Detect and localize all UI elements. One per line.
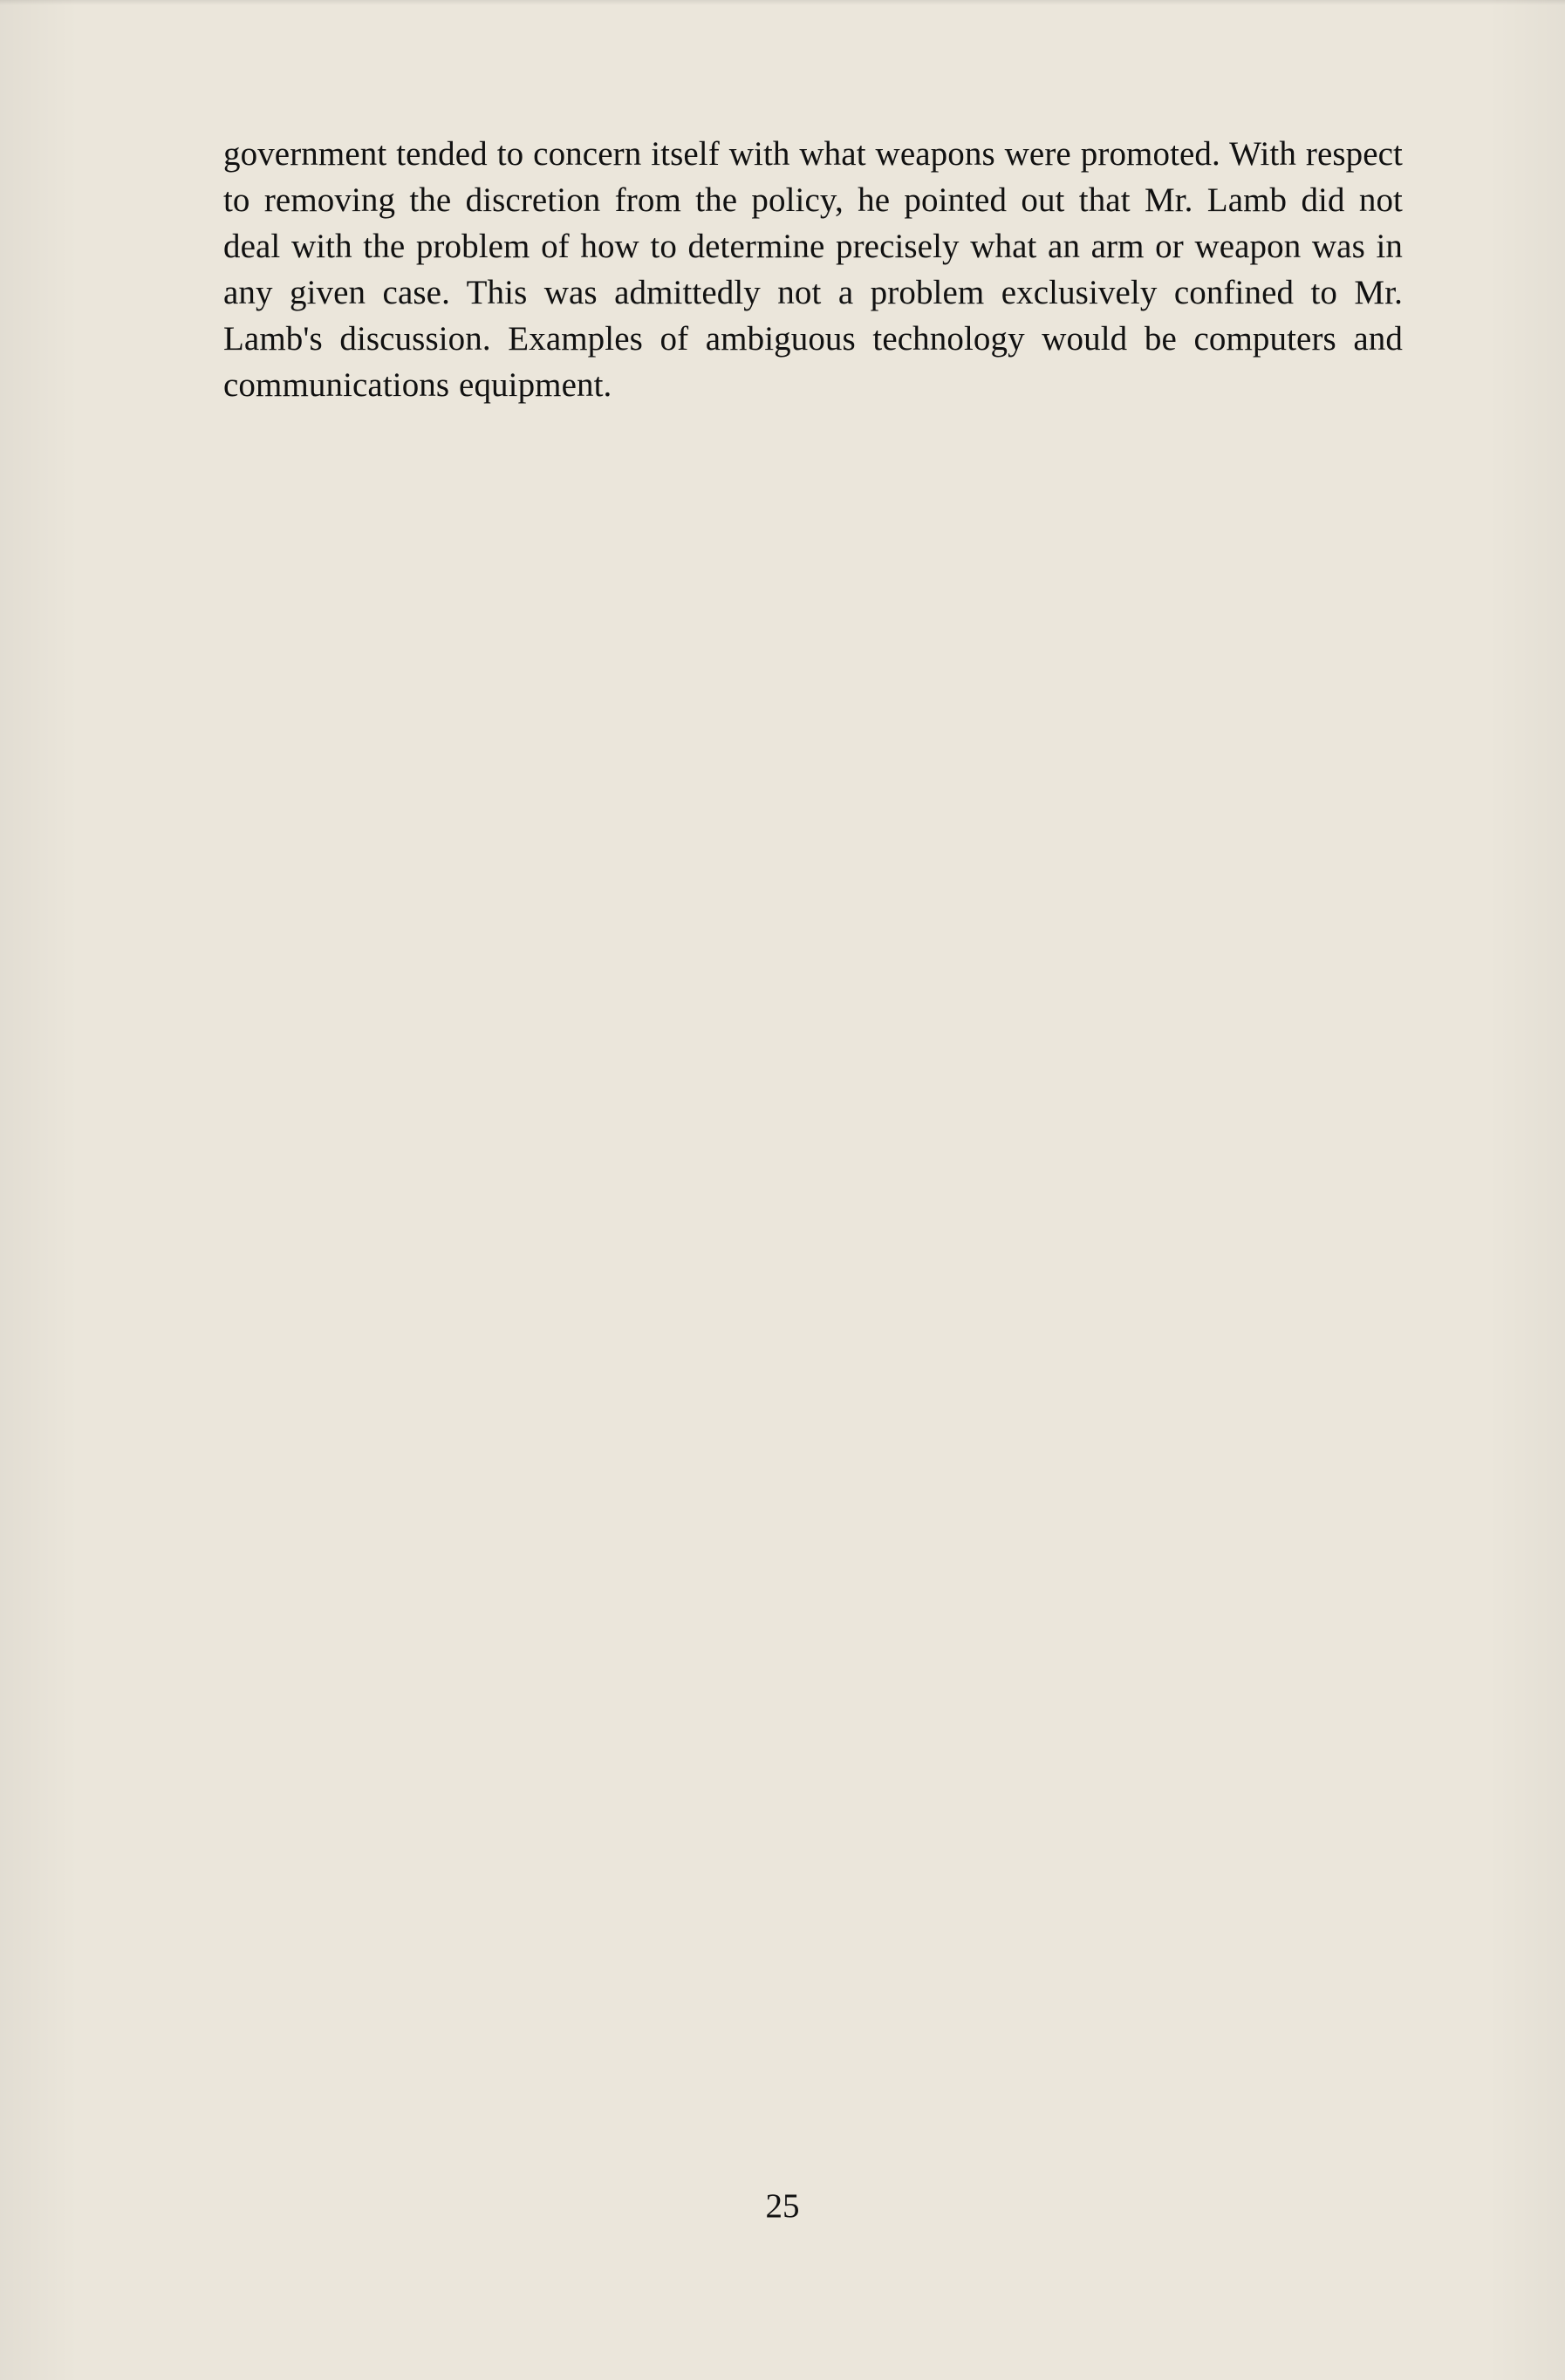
body-paragraph: government tended to concern itself with what weapons were promoted. With respect to removing the discretion from the policy, he pointed out that Mr. Lamb did not deal with the problem of how to determine precisely what an arm or weapon was in any given case. This was admittedly not a problem exclusively confined to Mr. Lamb's discussion. Examples of ambiguous technology would be computers and communications equipment.: [223, 135, 1403, 404]
page-number: 25: [765, 2187, 800, 2225]
page-top-shadow: [0, 0, 1565, 5]
